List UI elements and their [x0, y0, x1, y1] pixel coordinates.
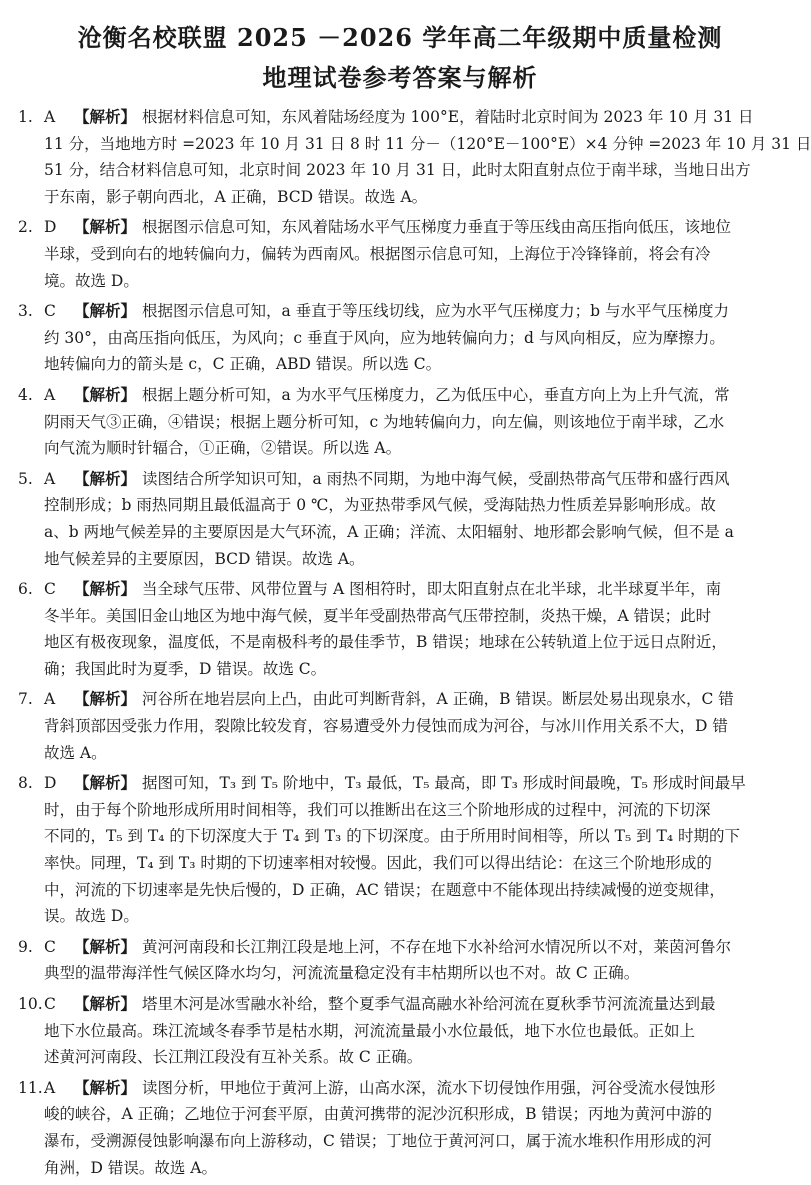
analysis-tag: 【解析】 [74, 1077, 137, 1097]
explanation-text: 时，由于每个阶地形成所用时间相等，我们可以推断出在这三个阶地形成的过程中，河流的下切深 [44, 800, 711, 819]
answer-line [0, 241, 800, 268]
question-number: 6. [18, 580, 33, 599]
answer-line [0, 268, 800, 295]
analysis-tag: 【解析】 [74, 217, 137, 237]
analysis-tag: 【解析】 [74, 579, 137, 599]
explanation-text: 黄河河南段和长江荆江段是地上河，不存在地下水补给河水情况所以不对，莱茵河鲁尔 [142, 937, 732, 956]
explanation-text: 率快。同理，T₄ 到 T₃ 时期的下切速率相对较慢。因此，我们可以得出结论：在这三个阶地形成的 [44, 854, 712, 873]
answer-letter: C [44, 937, 56, 956]
explanation-text: 塔里木河是冰雪融水补给，整个夏季气温高融水补给河流在夏秋季节河流流量达到最 [142, 995, 716, 1013]
answer-first-line [0, 770, 800, 797]
answer-line [0, 1101, 800, 1128]
answer-first-line [0, 934, 800, 961]
answer-line [0, 877, 800, 904]
explanation-text: 约 30°，由高压指向低压，为风向；c 垂直于风向，应为地转偏向力；d 与风向相反，应为摩擦力。 [44, 328, 725, 347]
answer-letter: A [44, 108, 56, 126]
answer-line [0, 797, 800, 824]
answer-item [0, 576, 800, 682]
explanation-text: 当全球气压带、风带位置与 A 图相符时，即太阳直射点在北半球，北半球夏半年，南 [142, 580, 722, 599]
analysis-tag: 【解析】 [74, 384, 137, 404]
analysis-tag: 【解析】 [74, 301, 137, 321]
answer-line [0, 409, 800, 436]
answer-item [0, 104, 811, 210]
analysis-tag: 【解析】 [74, 994, 137, 1013]
explanation-text: 地气候差异的主要原因，BCD 错误。故选 A。 [44, 549, 365, 568]
explanation-text: 境。故选 D。 [44, 271, 139, 290]
answer-letter: A [44, 690, 56, 709]
question-number: 11. [18, 1078, 43, 1097]
analysis-tag: 【解析】 [74, 936, 137, 956]
answer-first-line [0, 104, 800, 131]
explanation-text: 11 分，当地地方时 =2023 年 10 月 31 日 8 时 11 分－（120°E－100°E）×4 分钟 =2023 年 10 月 31 日 [44, 134, 811, 153]
question-number: 2. [18, 218, 33, 237]
answer-list [0, 104, 811, 1185]
answer-item [0, 991, 800, 1071]
answer-letter: A [44, 1078, 56, 1097]
answer-line [0, 823, 800, 850]
question-number: 10. [18, 995, 43, 1013]
explanation-text: 地区有极夜现象，温度低，不是南极科考的最佳季节，B 错误；地球在公转轨道上位于远日点附近， [44, 633, 727, 652]
answer-letter: D [44, 774, 57, 793]
explanation-text: 河谷所在地岩层向上凸，由此可判断背斜，A 正确，B 错误。断层处易出现泉水，C 错 [142, 690, 734, 709]
answer-item [0, 1075, 800, 1181]
explanation-text: 向气流为顺时针辐合，①正确，②错误。所以选 A。 [44, 439, 402, 458]
answer-letter: C [44, 995, 56, 1013]
question-number: 1. [18, 108, 33, 126]
explanation-text: 误。故选 D。 [44, 907, 139, 926]
answer-line [0, 740, 800, 767]
answer-line [0, 325, 800, 352]
answer-line [0, 184, 800, 211]
answer-item [0, 686, 800, 766]
answer-first-line [0, 686, 800, 713]
answer-line [0, 656, 800, 683]
explanation-text: 阴雨天气③正确，④错误；根据上题分析可知，c 为地转偏向力，向左偏，则该地位于南半球，乙水 [44, 412, 725, 431]
answer-item [0, 298, 800, 378]
answer-line [0, 519, 800, 546]
explanation-text: 故选 A。 [44, 743, 107, 762]
explanation-text: 据图可知，T₃ 到 T₅ 阶地中，T₃ 最低，T₅ 最高，即 T₃ 形成时间最晚，T₅ 形成时间最早 [142, 774, 746, 793]
answer-first-line [0, 382, 800, 409]
explanation-text: 冬半年。美国旧金山地区为地中海气候，夏半年受副热带高气压带控制，炎热干燥，A 错误；此时 [44, 606, 712, 625]
answer-line [0, 546, 800, 573]
answer-line [0, 157, 800, 184]
answer-line [0, 492, 800, 519]
explanation-text: 瀑布，受溯源侵蚀影响瀑布向上游移动，C 错误；丁地位于黄河河口，属于流水堆积作用形成的河 [44, 1131, 712, 1150]
analysis-tag: 【解析】 [74, 689, 137, 709]
answer-line [0, 713, 800, 740]
answer-first-line [0, 991, 800, 1018]
explanation-text: 51 分，结合材料信息可知，北京时间 2023 年 10 月 31 日，此时太阳直射点位于南半球，当地日出方 [44, 161, 751, 180]
analysis-tag: 【解析】 [74, 773, 137, 793]
answer-first-line [0, 576, 800, 603]
answer-line [0, 629, 800, 656]
document-subtitle: 地理试卷参考答案与解析 [262, 63, 538, 92]
answer-item [0, 770, 800, 930]
explanation-text: 角洲，D 错误。故选 A。 [44, 1158, 217, 1177]
answer-line [0, 960, 800, 987]
explanation-text: 半球，受到向右的地转偏向力，偏转为西南风。根据图示信息可知，上海位于冷锋锋前，将会有冷 [44, 244, 711, 263]
answer-letter: A [44, 385, 56, 404]
explanation-text: 背斜顶部因受张力作用，裂隙比较发育，容易遭受外力侵蚀而成为河谷，与冰川作用关系不大，D 错 [44, 717, 728, 736]
explanation-text: 根据材料信息可知，东风着陆场经度为 100°E，着陆时北京时间为 2023 年 10 月 31 日 [142, 108, 754, 126]
answer-first-line [0, 298, 800, 325]
explanation-text: 地下水位最高。珠江流域冬春季节是枯水期，河流流量最小水位最低，地下水位也最低。正如上 [44, 1021, 696, 1040]
explanation-text: a、b 两地气候差异的主要原因是大气环流，A 正确；洋流、太阳辐射、地形都会影响气候，但不是 a [44, 522, 734, 541]
answer-line [0, 1018, 800, 1045]
answer-line [0, 1128, 800, 1155]
explanation-text: 不同的，T₅ 到 T₄ 的下切深度大于 T₄ 到 T₃ 的下切深度。由于所用时间相等，所以 T₅ 到 T₄ 时期的下 [44, 827, 741, 846]
answer-first-line [0, 1075, 800, 1102]
answer-letter: A [44, 469, 56, 488]
question-number: 5. [18, 469, 33, 488]
answer-item [0, 382, 800, 462]
answer-item [0, 934, 800, 987]
explanation-text: 确；我国此时为夏季，D 错误。故选 C。 [44, 659, 327, 678]
explanation-text: 典型的温带海洋性气候区降水均匀，河流流量稳定没有丰枯期所以也不对。故 C 正确。 [44, 964, 640, 983]
answer-letter: D [44, 218, 57, 237]
answer-line [0, 850, 800, 877]
answer-letter: C [44, 580, 56, 599]
explanation-text: 根据上题分析可知，a 为水平气压梯度力，乙为低压中心，垂直方向上为上升气流，常 [142, 385, 730, 404]
question-number: 7. [18, 690, 33, 709]
answer-first-line [0, 214, 800, 241]
explanation-text: 述黄河河南段、长江荆江段没有互补关系。故 C 正确。 [44, 1048, 423, 1067]
answer-line [0, 131, 811, 158]
explanation-text: 峻的峡谷，A 正确；乙地位于河套平原，由黄河携带的泥沙沉积形成，B 错误；丙地为黄河中游的 [44, 1105, 712, 1124]
answer-line [0, 1044, 800, 1071]
answer-item [0, 466, 800, 572]
analysis-tag: 【解析】 [74, 468, 137, 488]
explanation-text: 根据图示信息可知，a 垂直于等压线切线，应为水平气压梯度力；b 与水平气压梯度力 [142, 302, 730, 321]
explanation-text: 读图结合所学知识可知，a 雨热不同期，为地中海气候，受副热带高气压带和盛行西风 [142, 469, 730, 488]
question-number: 3. [18, 302, 33, 321]
question-number: 8. [18, 774, 33, 793]
answer-first-line [0, 466, 800, 493]
document-title: 沧衡名校联盟 2025 －2026 学年高二年级期中质量检测 [77, 23, 723, 52]
explanation-text: 地转偏向力的箭头是 c，C 正确，ABD 错误。所以选 C。 [44, 355, 442, 374]
answer-line [0, 603, 800, 630]
question-number: 4. [18, 385, 33, 404]
answer-item [0, 214, 800, 294]
explanation-text: 控制形成；b 雨热同期且最低温高于 0 ℃，为亚热带季风气候，受海陆热力性质差异影响形成。故 [44, 496, 716, 515]
answer-line [0, 351, 800, 378]
analysis-tag: 【解析】 [74, 107, 137, 126]
explanation-text: 读图分析，甲地位于黄河上游，山高水深，流水下切侵蚀作用强，河谷受流水侵蚀形 [142, 1078, 716, 1097]
answer-line [0, 435, 800, 462]
question-number: 9. [18, 937, 33, 956]
explanation-text: 于东南，影子朝向西北，A 正确，BCD 错误。故选 A。 [44, 187, 428, 206]
explanation-text: 中，河流的下切速率是先快后慢的，D 正确，AC 错误；在题意中不能体现出持续减慢的逆变规律， [44, 880, 725, 899]
answer-line [0, 1155, 800, 1182]
explanation-text: 根据图示信息可知，东风着陆场水平气压梯度力垂直于等压线由高压指向低压，该地位 [142, 218, 732, 237]
answer-letter: C [44, 302, 56, 321]
answer-line [0, 903, 800, 930]
